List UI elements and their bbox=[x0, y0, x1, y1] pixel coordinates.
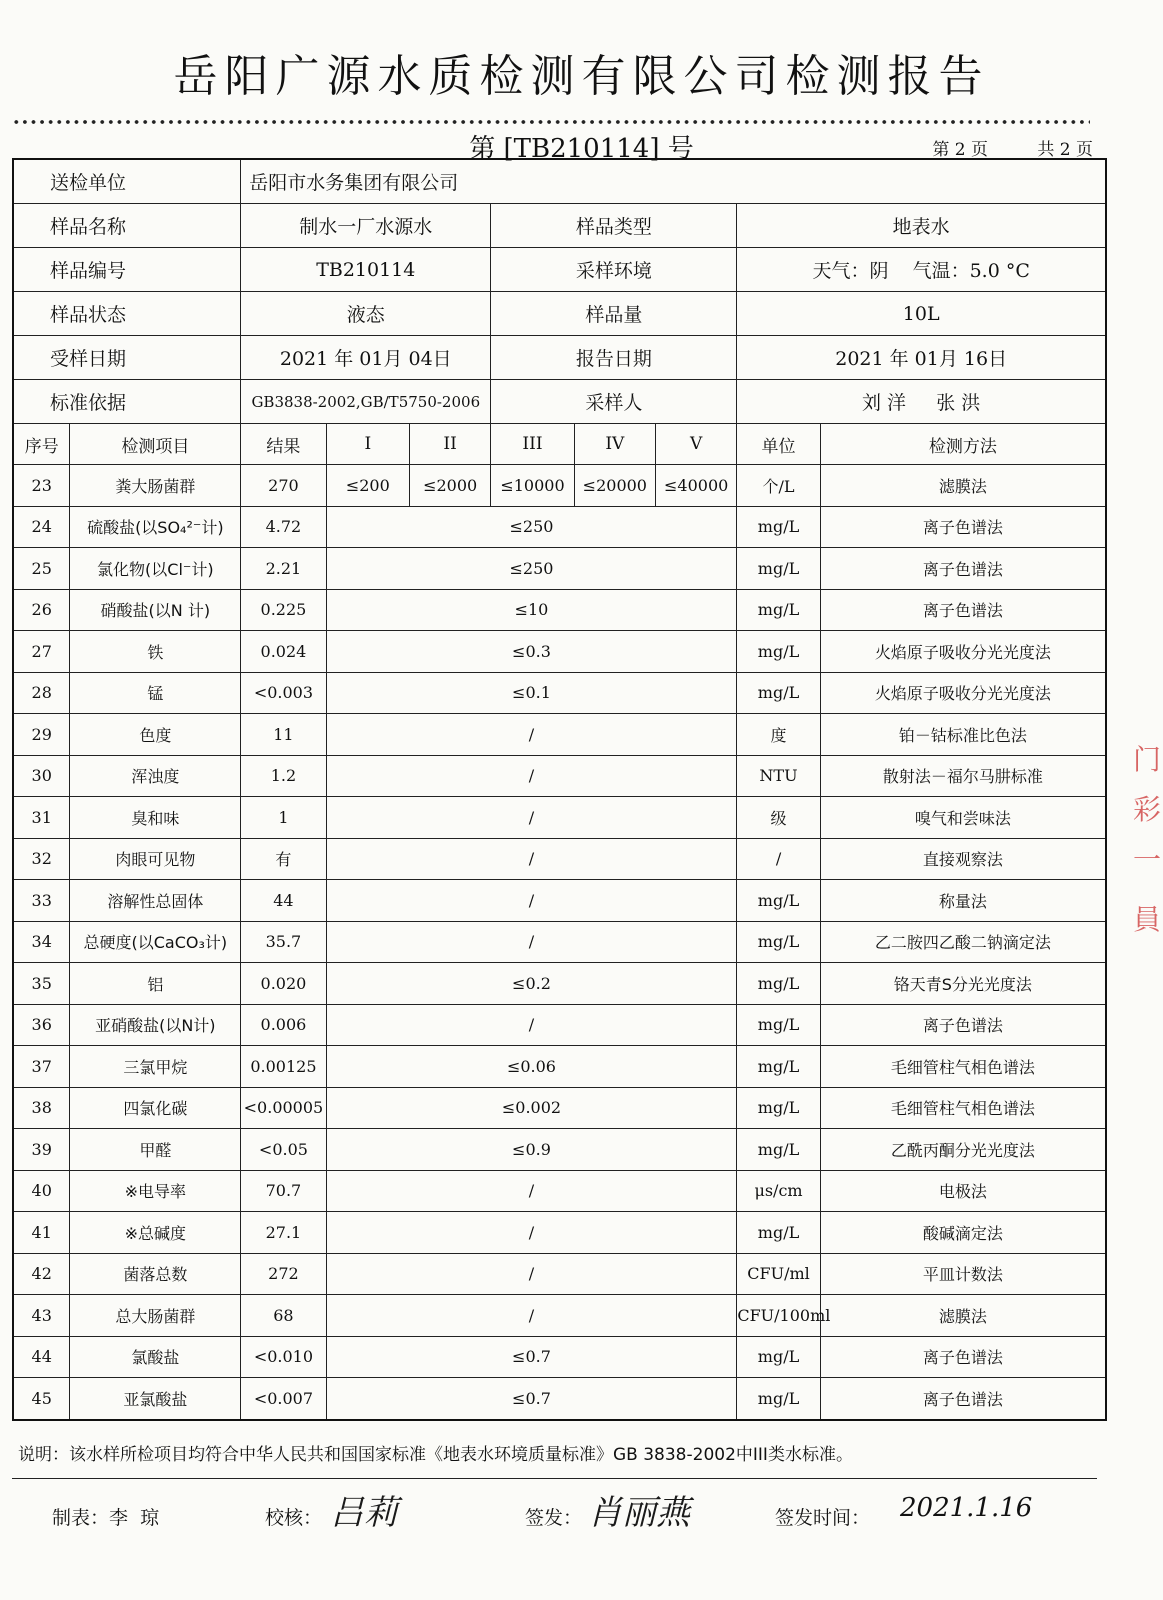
sample-name-value: 制水一厂水源水 bbox=[241, 204, 491, 248]
row-result: 0.225 bbox=[241, 589, 326, 631]
row-unit: mg/L bbox=[737, 1212, 820, 1254]
sample-type-label: 样品类型 bbox=[491, 204, 737, 248]
row-item: 三氯甲烷 bbox=[70, 1046, 241, 1088]
row-item: 硝酸盐(以N 计) bbox=[70, 589, 241, 631]
table-row bbox=[13, 589, 1106, 631]
sample-type-value: 地表水 bbox=[737, 204, 1106, 248]
row-unit: 个/L bbox=[737, 465, 820, 507]
row-standard: ≤10 bbox=[326, 589, 737, 631]
row-no: 34 bbox=[13, 921, 70, 963]
row-method: 离子色谱法 bbox=[820, 548, 1106, 590]
row-standard: ≤250 bbox=[326, 548, 737, 590]
row-result: 1 bbox=[241, 797, 326, 839]
stamp-char: 員 bbox=[1133, 903, 1162, 936]
header-class-1: I bbox=[326, 424, 409, 465]
header-item: 检测项目 bbox=[70, 424, 241, 465]
stamp-char: 一 bbox=[1133, 843, 1162, 876]
row-unit: CFU/100ml bbox=[737, 1295, 820, 1337]
row-no: 30 bbox=[13, 755, 70, 797]
row-standard: ≤0.06 bbox=[326, 1046, 737, 1088]
row-unit: mg/L bbox=[737, 672, 820, 714]
table-row bbox=[13, 963, 1106, 1005]
row-no: 43 bbox=[13, 1295, 70, 1337]
sample-no-value: TB210114 bbox=[241, 248, 491, 292]
row-no: 37 bbox=[13, 1046, 70, 1088]
qty-value: 10L bbox=[737, 292, 1106, 336]
row-method: 称量法 bbox=[820, 880, 1106, 922]
row-standard: / bbox=[326, 755, 737, 797]
row-limit-class-4: ≤20000 bbox=[574, 465, 655, 507]
row-unit: NTU bbox=[737, 755, 820, 797]
row-method: 滤膜法 bbox=[820, 465, 1106, 507]
checked-label: 校核： bbox=[265, 1507, 323, 1529]
state-label: 样品状态 bbox=[13, 292, 241, 336]
standard-label: 标准依据 bbox=[13, 380, 241, 424]
row-standard: ≤0.3 bbox=[326, 631, 737, 673]
row-no: 36 bbox=[13, 1004, 70, 1046]
row-no: 45 bbox=[13, 1378, 70, 1420]
client-value: 岳阳市水务集团有限公司 bbox=[241, 159, 1106, 204]
table-row bbox=[13, 838, 1106, 880]
recv-label: 受样日期 bbox=[13, 336, 241, 380]
row-standard: / bbox=[326, 880, 737, 922]
row-no: 39 bbox=[13, 1129, 70, 1171]
issue-time-label: 签发时间： bbox=[775, 1507, 871, 1529]
row-item: 氯化物(以Cl⁻计) bbox=[70, 548, 241, 590]
row-method: 离子色谱法 bbox=[820, 1004, 1106, 1046]
row-standard: ≤0.002 bbox=[326, 1087, 737, 1129]
row-unit: mg/L bbox=[737, 1087, 820, 1129]
row-result: 70.7 bbox=[241, 1170, 326, 1212]
row-unit: 度 bbox=[737, 714, 820, 756]
row-item: 锰 bbox=[70, 672, 241, 714]
header-method: 检测方法 bbox=[820, 424, 1106, 465]
row-no: 28 bbox=[13, 672, 70, 714]
row-item: 四氯化碳 bbox=[70, 1087, 241, 1129]
table-row bbox=[13, 1253, 1106, 1295]
row-no: 25 bbox=[13, 548, 70, 590]
row-result: 0.00125 bbox=[241, 1046, 326, 1088]
row-method: 散射法－福尔马肼标准 bbox=[820, 755, 1106, 797]
row-method: 直接观察法 bbox=[820, 838, 1106, 880]
row-standard: ≤250 bbox=[326, 506, 737, 548]
row-method: 铬天青S分光光度法 bbox=[820, 963, 1106, 1005]
row-no: 31 bbox=[13, 797, 70, 839]
report-date-label: 报告日期 bbox=[491, 336, 737, 380]
row-item: 氯酸盐 bbox=[70, 1336, 241, 1378]
row-item: 总硬度(以CaCO₃计) bbox=[70, 921, 241, 963]
row-item: 铝 bbox=[70, 963, 241, 1005]
table-row bbox=[13, 714, 1106, 756]
row-method: 酸碱滴定法 bbox=[820, 1212, 1106, 1254]
row-standard: / bbox=[326, 1004, 737, 1046]
info-row-sample-name bbox=[13, 204, 1106, 248]
row-standard: / bbox=[326, 1295, 737, 1337]
header-class-3: III bbox=[491, 424, 574, 465]
row-standard: / bbox=[326, 714, 737, 756]
prepared-by bbox=[52, 1503, 159, 1530]
table-row bbox=[13, 548, 1106, 590]
standard-value: GB3838-2002,GB/T5750-2006 bbox=[241, 380, 491, 424]
row-no: 35 bbox=[13, 963, 70, 1005]
table-row bbox=[13, 672, 1106, 714]
row-result: 27.1 bbox=[241, 1212, 326, 1254]
sampler-label: 采样人 bbox=[491, 380, 737, 424]
row-item: 甲醛 bbox=[70, 1129, 241, 1171]
row-no: 32 bbox=[13, 838, 70, 880]
row-limit-class-1: ≤200 bbox=[326, 465, 409, 507]
row-limit-class-3: ≤10000 bbox=[491, 465, 574, 507]
row-method: 电极法 bbox=[820, 1170, 1106, 1212]
row-item: 铁 bbox=[70, 631, 241, 673]
row-standard: ≤0.7 bbox=[326, 1336, 737, 1378]
row-standard: ≤0.9 bbox=[326, 1129, 737, 1171]
row-item: 亚硝酸盐(以N计) bbox=[70, 1004, 241, 1046]
row-no: 27 bbox=[13, 631, 70, 673]
table-row bbox=[13, 1129, 1106, 1171]
recv-value: 2021 年 01月 04日 bbox=[241, 336, 491, 380]
row-result: 68 bbox=[241, 1295, 326, 1337]
sample-no-label: 样品编号 bbox=[13, 248, 241, 292]
row-result: <0.05 bbox=[241, 1129, 326, 1171]
note: 说明：该水样所检项目均符合中华人民共和国国家标准《地表水环境质量标准》GB 3838-2002中III类水标准。 bbox=[18, 1445, 853, 1465]
row-no: 26 bbox=[13, 589, 70, 631]
row-standard: ≤0.7 bbox=[326, 1378, 737, 1420]
row-unit: mg/L bbox=[737, 1378, 820, 1420]
issuer-signature: 肖丽燕 bbox=[588, 1493, 690, 1533]
row-method: 毛细管柱气相色谱法 bbox=[820, 1087, 1106, 1129]
seal-stamp-edge bbox=[1133, 743, 1162, 936]
report-title: 岳阳广源水质检测有限公司检测报告 bbox=[173, 51, 990, 102]
row-unit: mg/L bbox=[737, 1336, 820, 1378]
report-number: 第 [TB210114] 号 bbox=[469, 134, 694, 164]
dotted-divider bbox=[12, 118, 1090, 128]
table-row bbox=[13, 1087, 1106, 1129]
row-item: 总大肠菌群 bbox=[70, 1295, 241, 1337]
info-row-state bbox=[13, 292, 1106, 336]
issue-time: 2021.1.16 bbox=[900, 1493, 1033, 1523]
row-method: 铂－钴标准比色法 bbox=[820, 714, 1106, 756]
info-row-sample-no bbox=[13, 248, 1106, 292]
row-no: 40 bbox=[13, 1170, 70, 1212]
stamp-char: 门 bbox=[1133, 743, 1162, 776]
row-limit-class-5: ≤40000 bbox=[656, 465, 737, 507]
sampler-value: 刘 洋 张 洪 bbox=[737, 380, 1106, 424]
row-no: 38 bbox=[13, 1087, 70, 1129]
report-date-value: 2021 年 01月 16日 bbox=[737, 336, 1106, 380]
row-no: 29 bbox=[13, 714, 70, 756]
row-unit: mg/L bbox=[737, 921, 820, 963]
header-no: 序号 bbox=[13, 424, 70, 465]
row-result: <0.007 bbox=[241, 1378, 326, 1420]
row-item: 溶解性总固体 bbox=[70, 880, 241, 922]
row-no: 41 bbox=[13, 1212, 70, 1254]
report-table bbox=[12, 158, 1107, 1421]
row-result: 4.72 bbox=[241, 506, 326, 548]
row-standard: / bbox=[326, 921, 737, 963]
state-value: 液态 bbox=[241, 292, 491, 336]
table-row bbox=[13, 1336, 1106, 1378]
row-result: 44 bbox=[241, 880, 326, 922]
env-value: 天气：阴 气温：5.0 °C bbox=[737, 248, 1106, 292]
row-method: 离子色谱法 bbox=[820, 1336, 1106, 1378]
row-item: 硫酸盐(以SO₄²⁻计) bbox=[70, 506, 241, 548]
row-result: 2.21 bbox=[241, 548, 326, 590]
table-row bbox=[13, 465, 1106, 507]
row-method: 嗅气和尝味法 bbox=[820, 797, 1106, 839]
row-standard: ≤0.2 bbox=[326, 963, 737, 1005]
header-class-4: IV bbox=[574, 424, 655, 465]
env-label: 采样环境 bbox=[491, 248, 737, 292]
issued-label: 签发： bbox=[525, 1507, 583, 1529]
row-item: ※总碱度 bbox=[70, 1212, 241, 1254]
header-unit: 单位 bbox=[737, 424, 820, 465]
row-item: 菌落总数 bbox=[70, 1253, 241, 1295]
row-unit: mg/L bbox=[737, 631, 820, 673]
row-result: 35.7 bbox=[241, 921, 326, 963]
prepared-label: 制表： bbox=[52, 1507, 110, 1529]
info-row-standard bbox=[13, 380, 1106, 424]
page-current: 第 2 页 bbox=[932, 140, 988, 160]
row-unit: / bbox=[737, 838, 820, 880]
row-unit: CFU/ml bbox=[737, 1253, 820, 1295]
row-standard: / bbox=[326, 1170, 737, 1212]
table-row bbox=[13, 921, 1106, 963]
row-method: 火焰原子吸收分光光度法 bbox=[820, 672, 1106, 714]
row-unit: mg/L bbox=[737, 589, 820, 631]
header-class-5: V bbox=[656, 424, 737, 465]
row-unit: mg/L bbox=[737, 1046, 820, 1088]
row-standard: ≤0.1 bbox=[326, 672, 737, 714]
info-row-dates bbox=[13, 336, 1106, 380]
table-row bbox=[13, 755, 1106, 797]
table-row bbox=[13, 631, 1106, 673]
row-unit: mg/L bbox=[737, 548, 820, 590]
table-row bbox=[13, 1170, 1106, 1212]
row-unit: 级 bbox=[737, 797, 820, 839]
row-method: 滤膜法 bbox=[820, 1295, 1106, 1337]
table-row bbox=[13, 1004, 1106, 1046]
row-no: 44 bbox=[13, 1336, 70, 1378]
checker-signature: 吕莉 bbox=[330, 1493, 398, 1533]
row-no: 24 bbox=[13, 506, 70, 548]
row-unit: mg/L bbox=[737, 963, 820, 1005]
page-info bbox=[926, 135, 1093, 160]
row-result: 270 bbox=[241, 465, 326, 507]
row-no: 23 bbox=[13, 465, 70, 507]
row-limit-class-2: ≤2000 bbox=[409, 465, 490, 507]
row-item: 色度 bbox=[70, 714, 241, 756]
table-row bbox=[13, 1046, 1106, 1088]
row-standard: / bbox=[326, 838, 737, 880]
stamp-char: 彩 bbox=[1133, 793, 1162, 826]
row-result: <0.003 bbox=[241, 672, 326, 714]
table-row bbox=[13, 880, 1106, 922]
row-method: 离子色谱法 bbox=[820, 589, 1106, 631]
row-unit: mg/L bbox=[737, 1004, 820, 1046]
row-result: 11 bbox=[241, 714, 326, 756]
row-no: 42 bbox=[13, 1253, 70, 1295]
table-row bbox=[13, 797, 1106, 839]
table-header bbox=[13, 424, 1106, 465]
row-method: 火焰原子吸收分光光度法 bbox=[820, 631, 1106, 673]
row-standard: / bbox=[326, 1253, 737, 1295]
table-row bbox=[13, 1295, 1106, 1337]
row-result: 0.024 bbox=[241, 631, 326, 673]
row-method: 离子色谱法 bbox=[820, 1378, 1106, 1420]
row-unit: mg/L bbox=[737, 880, 820, 922]
row-result: 有 bbox=[241, 838, 326, 880]
row-item: 粪大肠菌群 bbox=[70, 465, 241, 507]
row-standard: / bbox=[326, 1212, 737, 1254]
row-method: 毛细管柱气相色谱法 bbox=[820, 1046, 1106, 1088]
row-item: ※电导率 bbox=[70, 1170, 241, 1212]
prepared-name: 李 琼 bbox=[109, 1507, 160, 1529]
footer-rule bbox=[12, 1478, 1097, 1479]
row-standard: / bbox=[326, 797, 737, 839]
row-item: 亚氯酸盐 bbox=[70, 1378, 241, 1420]
client-label: 送检单位 bbox=[13, 159, 241, 204]
qty-label: 样品量 bbox=[491, 292, 737, 336]
row-result: <0.00005 bbox=[241, 1087, 326, 1129]
row-item: 浑浊度 bbox=[70, 755, 241, 797]
table-row bbox=[13, 1212, 1106, 1254]
row-result: 1.2 bbox=[241, 755, 326, 797]
header-class-2: II bbox=[409, 424, 490, 465]
row-method: 乙二胺四乙酸二钠滴定法 bbox=[820, 921, 1106, 963]
row-result: 0.020 bbox=[241, 963, 326, 1005]
row-method: 平皿计数法 bbox=[820, 1253, 1106, 1295]
row-result: <0.010 bbox=[241, 1336, 326, 1378]
row-method: 离子色谱法 bbox=[820, 506, 1106, 548]
header-result: 结果 bbox=[241, 424, 326, 465]
table-row bbox=[13, 506, 1106, 548]
row-item: 肉眼可见物 bbox=[70, 838, 241, 880]
row-unit: mg/L bbox=[737, 506, 820, 548]
row-no: 33 bbox=[13, 880, 70, 922]
row-item: 臭和味 bbox=[70, 797, 241, 839]
sample-name-label: 样品名称 bbox=[13, 204, 241, 248]
table-row bbox=[13, 1378, 1106, 1420]
row-unit: μs/cm bbox=[737, 1170, 820, 1212]
row-result: 272 bbox=[241, 1253, 326, 1295]
info-row-client bbox=[13, 159, 1106, 204]
row-unit: mg/L bbox=[737, 1129, 820, 1171]
row-method: 乙酰丙酮分光光度法 bbox=[820, 1129, 1106, 1171]
page-total: 共 2 页 bbox=[1037, 140, 1093, 160]
row-result: 0.006 bbox=[241, 1004, 326, 1046]
